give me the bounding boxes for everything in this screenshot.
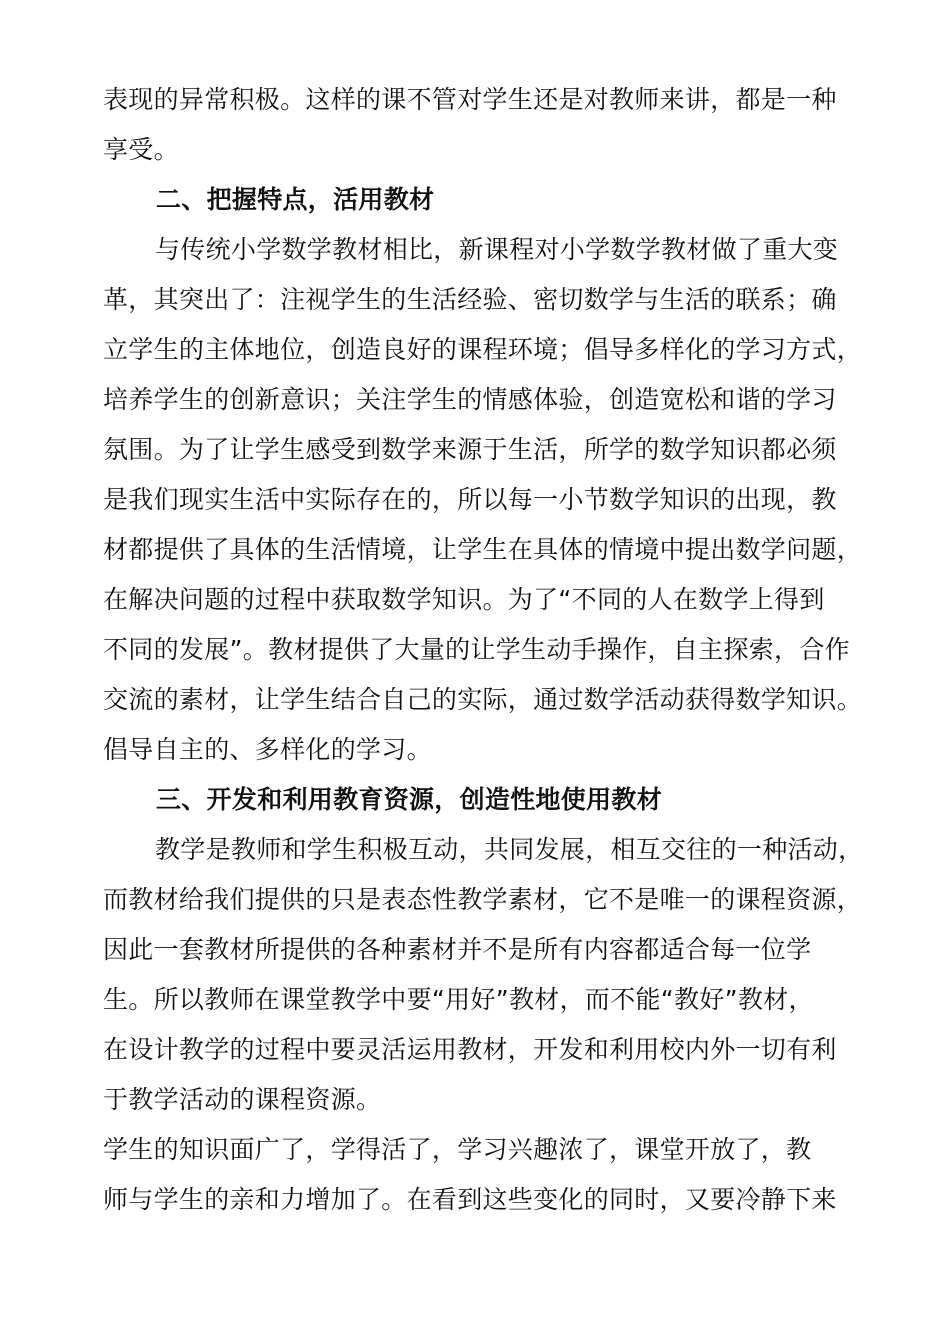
text-line: 表现的异常积极。这样的课不管对学生还是对教师来讲，都是一种 (103, 85, 837, 114)
text-line: 不同的发展”。教材提供了大量的让学生动手操作，自主探索，合作 (103, 635, 850, 664)
text-line: 培养学生的创新意识；关注学生的情感体验，创造宽松和谐的学习 (103, 385, 837, 414)
text-line: 革，其突出了：注视学生的生活经验、密切数学与生活的联系；确 (103, 285, 837, 314)
text-line: 于教学活动的课程资源。 (103, 1085, 382, 1114)
section-heading: 二、把握特点，活用教材 (156, 185, 435, 214)
text-line: 是我们现实生活中实际存在的，所以每一小节数学知识的出现，教 (103, 485, 837, 514)
text-line: 教学是教师和学生积极互动，共同发展，相互交往的一种活动， (155, 835, 864, 864)
text-line: 学生的知识面广了，学得活了，学习兴趣浓了，课堂开放了，教 (103, 1135, 812, 1164)
text-line: 在设计教学的过程中要灵活运用教材，开发和利用校内外一切有利 (103, 1035, 837, 1064)
text-line: 材都提供了具体的生活情境，让学生在具体的情境中提出数学问题， (103, 535, 863, 564)
text-line: 立学生的主体地位，创造良好的课程环境；倡导多样化的学习方式， (103, 335, 863, 364)
text-line: 生。所以教师在课堂教学中要“用好”教材，而不能“教好”教材， (103, 985, 814, 1014)
text-line: 氛围。为了让学生感受到数学来源于生活，所学的数学知识都必须 (103, 435, 837, 464)
text-line: 与传统小学数学教材相比，新课程对小学数学教材做了重大变 (155, 235, 839, 264)
text-line: 享受。 (103, 135, 179, 164)
section-heading: 三、开发和利用教育资源，创造性地使用教材 (156, 785, 663, 814)
text-line: 倡导自主的、多样化的学习。 (103, 735, 432, 764)
text-line: 因此一套教材所提供的各种素材并不是所有内容都适合每一位学 (103, 935, 812, 964)
text-line: 而教材给我们提供的只是表态性教学素材，它不是唯一的课程资源， (103, 885, 863, 914)
text-line: 在解决问题的过程中获取数学知识。为了“不同的人在数学上得到 (103, 585, 825, 614)
text-line: 交流的素材，让学生结合自己的实际，通过数学活动获得数学知识。 (103, 685, 863, 714)
text-line: 师与学生的亲和力增加了。在看到这些变化的同时，又要冷静下来 (103, 1185, 837, 1214)
